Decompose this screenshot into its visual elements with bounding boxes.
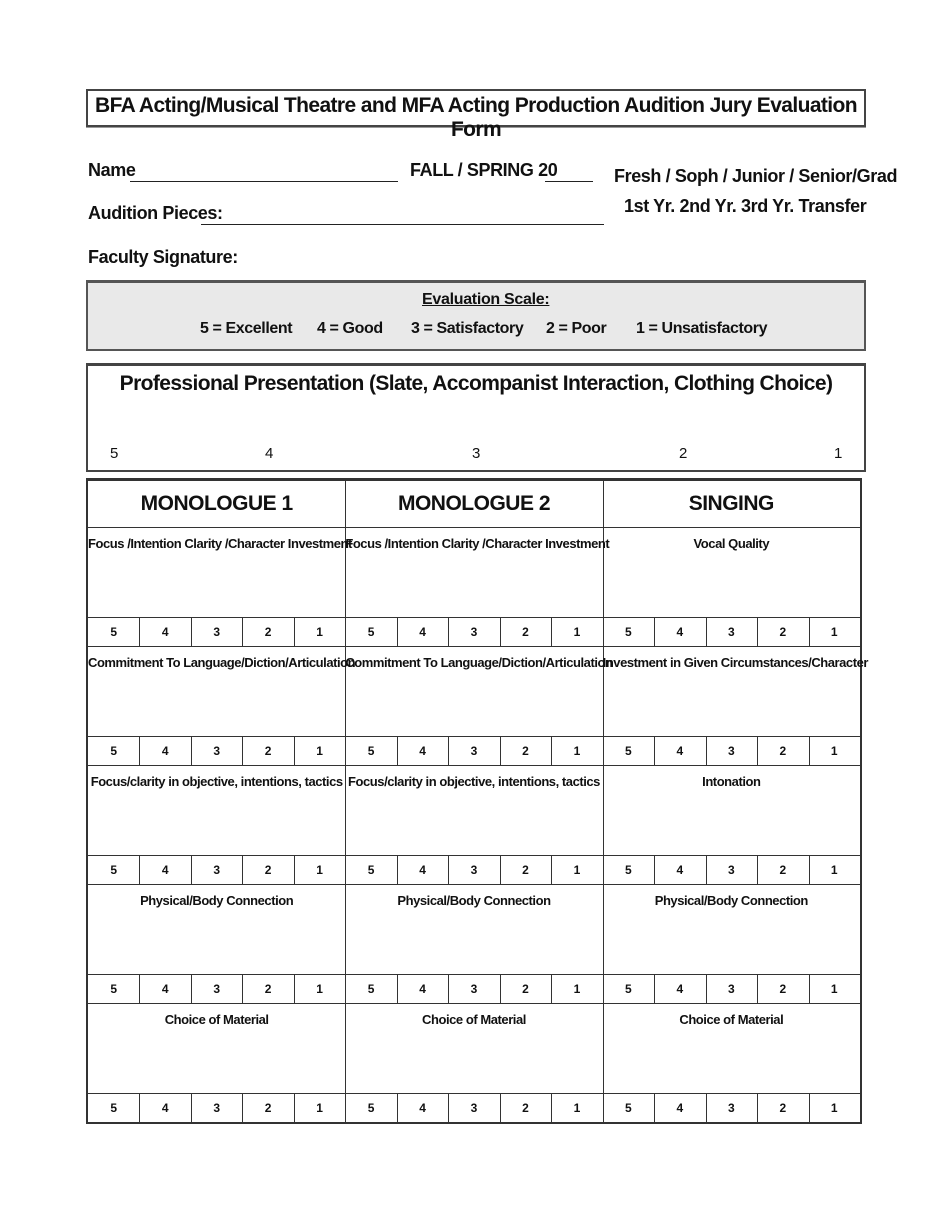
rating-option[interactable]: 1 (830, 1101, 838, 1115)
rating-option[interactable]: 4 (419, 625, 426, 639)
class-year-options[interactable]: Fresh / Soph / Junior / Senior/Grad (614, 166, 898, 186)
rating-cell-divider (294, 1093, 295, 1122)
rating-cell-divider (809, 617, 810, 646)
presentation-rating-5[interactable]: 5 (110, 445, 119, 462)
scale-item-1: 1 = Unsatisfactory (636, 320, 768, 337)
column-heading-monologue-2: MONOLOGUE 2 (397, 492, 550, 515)
rating-cell-divider (448, 1093, 449, 1122)
presentation-rating-3[interactable]: 3 (472, 445, 481, 462)
rating-cell-divider (448, 617, 449, 646)
criterion-label: Focus/clarity in objective, intentions, tactics (348, 774, 600, 789)
criterion-label: Investment in Given Circumstances/Character (602, 655, 868, 670)
rating-cell-divider (500, 736, 501, 765)
rating-option[interactable]: 5 (625, 1101, 632, 1115)
professional-presentation-box (86, 363, 866, 472)
rating-option[interactable]: 5 (625, 982, 632, 996)
rating-option[interactable]: 2 (779, 863, 787, 877)
rating-cell-divider (706, 1093, 707, 1122)
rating-option[interactable]: 2 (522, 863, 529, 877)
rating-option[interactable]: 1 (573, 744, 581, 758)
grad-year-options[interactable]: 1st Yr. 2nd Yr. 3rd Yr. Transfer (624, 196, 867, 216)
rating-cell-divider (551, 974, 552, 1003)
rating-option[interactable]: 3 (727, 1101, 735, 1115)
scale-item-4: 4 = Good (317, 320, 383, 337)
rating-cell-divider (191, 1093, 192, 1122)
scale-item-3: 3 = Satisfactory (411, 320, 524, 337)
rating-option[interactable]: 5 (367, 863, 375, 877)
rating-option[interactable]: 3 (727, 863, 735, 877)
rating-cell-divider (654, 974, 655, 1003)
rating-option[interactable]: 5 (110, 863, 118, 877)
rating-cell-divider (191, 617, 192, 646)
name-field[interactable] (130, 160, 398, 182)
rating-cell-divider (551, 736, 552, 765)
rating-row-divider (88, 855, 860, 856)
rating-option[interactable]: 2 (522, 982, 529, 996)
rating-cell-divider (551, 1093, 552, 1122)
rating-row-divider (88, 1093, 860, 1094)
rating-cell-divider (757, 617, 758, 646)
rating-option[interactable]: 3 (213, 982, 220, 996)
term-label: FALL / SPRING 20 (410, 160, 558, 180)
rating-option[interactable]: 2 (264, 1101, 272, 1115)
rating-option[interactable]: 3 (213, 625, 220, 639)
rating-cell-divider (139, 617, 140, 646)
rating-cell-divider (294, 974, 295, 1003)
rating-option[interactable]: 3 (213, 1101, 220, 1115)
presentation-rating-4[interactable]: 4 (265, 445, 274, 462)
rating-option[interactable]: 2 (522, 744, 529, 758)
criterion-label: Vocal Quality (693, 536, 770, 551)
rating-option[interactable]: 5 (110, 744, 118, 758)
heading-divider (88, 527, 860, 528)
criterion-label: Physical/Body Connection (140, 893, 294, 908)
criterion-label: Choice of Material (679, 1012, 784, 1027)
rating-cell-divider (706, 855, 707, 884)
rating-cell-divider (706, 617, 707, 646)
rating-option[interactable]: 2 (264, 744, 272, 758)
rating-option[interactable]: 1 (573, 982, 581, 996)
rating-option[interactable]: 4 (676, 625, 684, 639)
rating-cell-divider (294, 617, 295, 646)
rating-option[interactable]: 2 (522, 625, 529, 639)
rating-cell-divider (809, 855, 810, 884)
rating-cell-divider (500, 974, 501, 1003)
rating-cell-divider (809, 736, 810, 765)
criterion-label: Commitment To Language/Diction/Articulation (88, 655, 356, 670)
rating-option[interactable]: 5 (110, 982, 118, 996)
criterion-label: Physical/Body Connection (654, 893, 808, 908)
rating-option[interactable]: 3 (727, 625, 735, 639)
rating-cell-divider (139, 855, 140, 884)
rating-option[interactable]: 3 (213, 863, 220, 877)
rating-cell-divider (654, 736, 655, 765)
column-heading-monologue-1: MONOLOGUE 1 (140, 492, 293, 515)
term-year-field[interactable] (545, 160, 593, 182)
rating-option[interactable]: 3 (470, 744, 478, 758)
rating-cell-divider (397, 736, 398, 765)
rating-option[interactable]: 2 (779, 1101, 787, 1115)
rating-option[interactable]: 5 (367, 1101, 375, 1115)
rating-cell-divider (242, 617, 243, 646)
rating-cell-divider (706, 974, 707, 1003)
rating-row-divider (88, 974, 860, 975)
criterion-label: Choice of Material (422, 1012, 526, 1027)
rating-option[interactable]: 2 (264, 982, 272, 996)
rating-cell-divider (757, 1093, 758, 1122)
rating-cell-divider (294, 855, 295, 884)
criterion-divider (88, 884, 860, 885)
form-title: BFA Acting/Musical Theatre and MFA Acting Production Audition Jury Evaluation Form (95, 94, 857, 141)
evaluation-scale-heading: Evaluation Scale: (422, 291, 550, 308)
rating-option[interactable]: 3 (470, 1101, 478, 1115)
rating-cell-divider (242, 974, 243, 1003)
rating-cell-divider (757, 974, 758, 1003)
rating-option[interactable]: 1 (316, 744, 323, 758)
rating-option[interactable]: 1 (316, 982, 323, 996)
faculty-signature-label: Faculty Signature: (88, 247, 238, 267)
audition-pieces-label: Audition Pieces: (88, 203, 223, 223)
rating-cell-divider (139, 736, 140, 765)
rating-option[interactable]: 3 (727, 744, 735, 758)
rating-option[interactable]: 4 (676, 863, 684, 877)
scale-item-2: 2 = Poor (546, 320, 607, 337)
criterion-label: Focus /Intention Clarity /Character Investment (345, 536, 610, 551)
rating-option[interactable]: 1 (573, 1101, 581, 1115)
rating-cell-divider (242, 855, 243, 884)
rating-option[interactable]: 4 (161, 744, 169, 758)
rating-row-divider (88, 736, 860, 737)
criterion-label: Physical/Body Connection (397, 893, 551, 908)
rating-option[interactable]: 4 (419, 1101, 426, 1115)
rating-cell-divider (139, 1093, 140, 1122)
rating-cell-divider (397, 855, 398, 884)
criterion-divider (88, 1003, 860, 1004)
rating-row-divider (88, 617, 860, 618)
rating-cell-divider (191, 855, 192, 884)
rating-option[interactable]: 1 (573, 625, 581, 639)
rating-option[interactable]: 3 (470, 863, 478, 877)
rating-option[interactable]: 1 (316, 863, 323, 877)
rating-option[interactable]: 3 (470, 625, 478, 639)
audition-pieces-field[interactable] (201, 203, 604, 225)
rating-cell-divider (139, 974, 140, 1003)
rating-option[interactable]: 5 (110, 1101, 118, 1115)
professional-presentation-title: Professional Presentation (Slate, Accompanist Interaction, Clothing Choice) (119, 372, 833, 395)
rating-cell-divider (500, 617, 501, 646)
rating-option[interactable]: 2 (779, 982, 787, 996)
rating-option[interactable]: 4 (161, 863, 169, 877)
rating-cell-divider (294, 736, 295, 765)
presentation-rating-2[interactable]: 2 (679, 445, 688, 462)
rating-option[interactable]: 5 (367, 625, 375, 639)
criterion-label: Intonation (702, 774, 761, 789)
rating-option[interactable]: 4 (419, 744, 426, 758)
rating-option[interactable]: 3 (727, 982, 735, 996)
rating-cell-divider (551, 855, 552, 884)
rating-option[interactable]: 1 (830, 863, 838, 877)
rating-cell-divider (500, 1093, 501, 1122)
rating-cell-divider (500, 855, 501, 884)
rating-option[interactable]: 5 (625, 625, 632, 639)
rating-option[interactable]: 5 (367, 982, 375, 996)
rating-option[interactable]: 1 (573, 863, 581, 877)
rating-option[interactable]: 3 (470, 982, 478, 996)
rating-option[interactable]: 5 (625, 744, 632, 758)
rating-option[interactable]: 1 (316, 625, 323, 639)
rating-option[interactable]: 4 (161, 1101, 169, 1115)
rating-option[interactable]: 4 (419, 982, 426, 996)
form-title-box (86, 89, 866, 141)
criterion-label: Focus /Intention Clarity /Character Investment (88, 536, 352, 551)
criterion-label: Focus/clarity in objective, intentions, tactics (90, 774, 343, 789)
rating-cell-divider (397, 1093, 398, 1122)
rating-option[interactable]: 4 (419, 863, 426, 877)
rating-option[interactable]: 2 (522, 1101, 529, 1115)
rating-cell-divider (706, 736, 707, 765)
scale-item-5: 5 = Excellent (200, 320, 293, 337)
rating-cell-divider (242, 1093, 243, 1122)
rating-cell-divider (191, 974, 192, 1003)
criterion-divider (88, 765, 860, 766)
rating-option[interactable]: 4 (676, 744, 684, 758)
evaluation-scale-box (86, 280, 866, 351)
rating-cell-divider (551, 617, 552, 646)
rating-cell-divider (397, 974, 398, 1003)
rating-option[interactable]: 4 (676, 1101, 684, 1115)
criterion-divider (88, 646, 860, 647)
criterion-label: Commitment To Language/Diction/Articulation (345, 655, 613, 670)
rating-option[interactable]: 2 (779, 744, 787, 758)
rating-option[interactable]: 4 (676, 982, 684, 996)
rating-cell-divider (654, 1093, 655, 1122)
presentation-rating-1[interactable]: 1 (834, 445, 843, 462)
rating-option[interactable]: 1 (830, 625, 838, 639)
rating-cell-divider (654, 855, 655, 884)
rating-option[interactable]: 5 (625, 863, 632, 877)
rating-cell-divider (397, 617, 398, 646)
rating-cell-divider (809, 1093, 810, 1122)
column-heading-singing: SINGING (688, 492, 774, 515)
name-label: Name (88, 160, 136, 180)
rating-option[interactable]: 1 (830, 982, 838, 996)
rating-option[interactable]: 5 (367, 744, 375, 758)
rating-cell-divider (448, 855, 449, 884)
rating-cell-divider (757, 736, 758, 765)
rating-option[interactable]: 2 (264, 863, 272, 877)
rating-cell-divider (448, 736, 449, 765)
rating-option[interactable]: 5 (110, 625, 118, 639)
rating-option[interactable]: 3 (213, 744, 220, 758)
criterion-label: Choice of Material (164, 1012, 269, 1027)
rating-option[interactable]: 1 (316, 1101, 323, 1115)
rating-cell-divider (448, 974, 449, 1003)
rating-cell-divider (809, 974, 810, 1003)
evaluation-grid (86, 478, 868, 1124)
rating-option[interactable]: 2 (264, 625, 272, 639)
rating-cell-divider (757, 855, 758, 884)
rating-cell-divider (191, 736, 192, 765)
rating-cell-divider (242, 736, 243, 765)
rating-option[interactable]: 4 (161, 625, 169, 639)
rating-cell-divider (654, 617, 655, 646)
rating-option[interactable]: 2 (779, 625, 787, 639)
rating-option[interactable]: 4 (161, 982, 169, 996)
rating-option[interactable]: 1 (830, 744, 838, 758)
